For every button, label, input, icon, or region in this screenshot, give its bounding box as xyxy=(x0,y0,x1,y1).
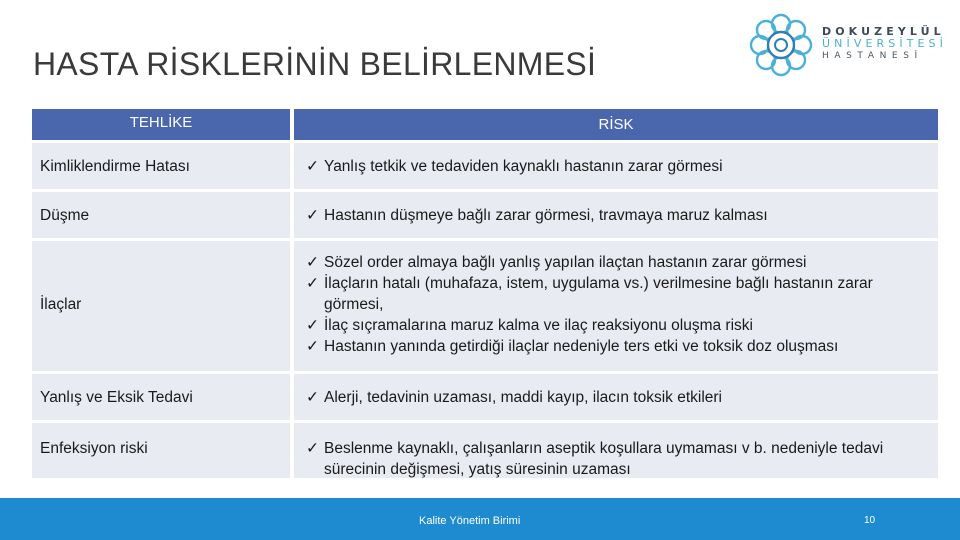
risk-item xyxy=(306,205,932,226)
hazard-cell: Yanlış ve Eksik Tedavi xyxy=(32,374,290,420)
risk-item xyxy=(306,273,932,315)
risk-item xyxy=(306,315,932,336)
risk-text: Beslenme kaynaklı, çalışanların aseptik koşullara uymaması v b. nedeniyle tedavi sürecinin değişmesi, yatış süresinin uzaması xyxy=(324,440,884,478)
risk-item xyxy=(306,252,932,273)
check-icon: ✓ xyxy=(306,389,319,406)
risk-item xyxy=(306,438,932,480)
check-icon: ✓ xyxy=(306,275,319,292)
check-icon: ✓ xyxy=(306,254,319,271)
risk-text: Hastanın düşmeye bağlı zarar görmesi, travmaya maruz kalması xyxy=(324,207,768,224)
table-row xyxy=(32,192,938,238)
risk-item xyxy=(306,387,932,408)
table-row xyxy=(32,423,938,478)
header-risk: RİSK xyxy=(294,109,938,140)
risk-cell xyxy=(294,423,938,478)
check-icon: ✓ xyxy=(306,440,319,457)
page-number: 10 xyxy=(864,515,876,526)
hazard-cell: İlaçlar xyxy=(32,241,290,371)
footer-unit-name: Kalite Yönetim Birimi xyxy=(419,515,521,527)
risk-cell xyxy=(294,374,938,420)
hospital-logo xyxy=(748,12,947,78)
risk-text: Sözel order almaya bağlı yanlış yapılan ilaçtan hastanın zarar görmesi xyxy=(324,254,807,271)
logo-flower-icon xyxy=(748,12,814,78)
check-icon: ✓ xyxy=(306,317,319,334)
logo-line2: ÜNİVERSİTESİ xyxy=(822,37,947,50)
table-header-row xyxy=(32,109,938,140)
table-row xyxy=(32,241,938,371)
logo-line1: DOKUZEYLÜL xyxy=(822,25,945,38)
slide-title: HASTA RİSKLERİNİN BELİRLENMESİ xyxy=(33,46,597,82)
hazard-cell: Kimliklendirme Hatası xyxy=(32,143,290,189)
risk-item xyxy=(306,156,932,177)
logo-line3: HASTANESİ xyxy=(822,51,923,61)
footer-bar xyxy=(0,498,960,540)
risk-cell xyxy=(294,241,938,371)
hazard-cell: Düşme xyxy=(32,192,290,238)
check-icon: ✓ xyxy=(306,158,319,175)
risk-cell xyxy=(294,143,938,189)
risk-item xyxy=(306,336,932,357)
check-icon: ✓ xyxy=(306,207,319,224)
table-row xyxy=(32,143,938,189)
risk-text: Hastanın yanında getirdiği ilaçlar nedeniyle ters etki ve toksik doz oluşması xyxy=(324,338,839,355)
hazard-cell: Enfeksiyon riski xyxy=(32,423,290,478)
risk-cell xyxy=(294,192,938,238)
risk-text: Yanlış tetkik ve tedaviden kaynaklı hastanın zarar görmesi xyxy=(324,158,723,175)
risk-text: İlaç sıçramalarına maruz kalma ve ilaç reaksiyonu oluşma riski xyxy=(324,317,753,334)
risk-text: İlaçların hatalı (muhafaza, istem, uygulama vs.) verilmesine bağlı hastanın zarar görmesi, xyxy=(324,275,873,313)
risk-table xyxy=(32,109,938,478)
risk-text: Alerji, tedavinin uzaması, maddi kayıp, ilacın toksik etkileri xyxy=(324,389,722,406)
table-row xyxy=(32,374,938,420)
check-icon: ✓ xyxy=(306,338,319,355)
header-hazard: TEHLİKE xyxy=(32,109,290,140)
